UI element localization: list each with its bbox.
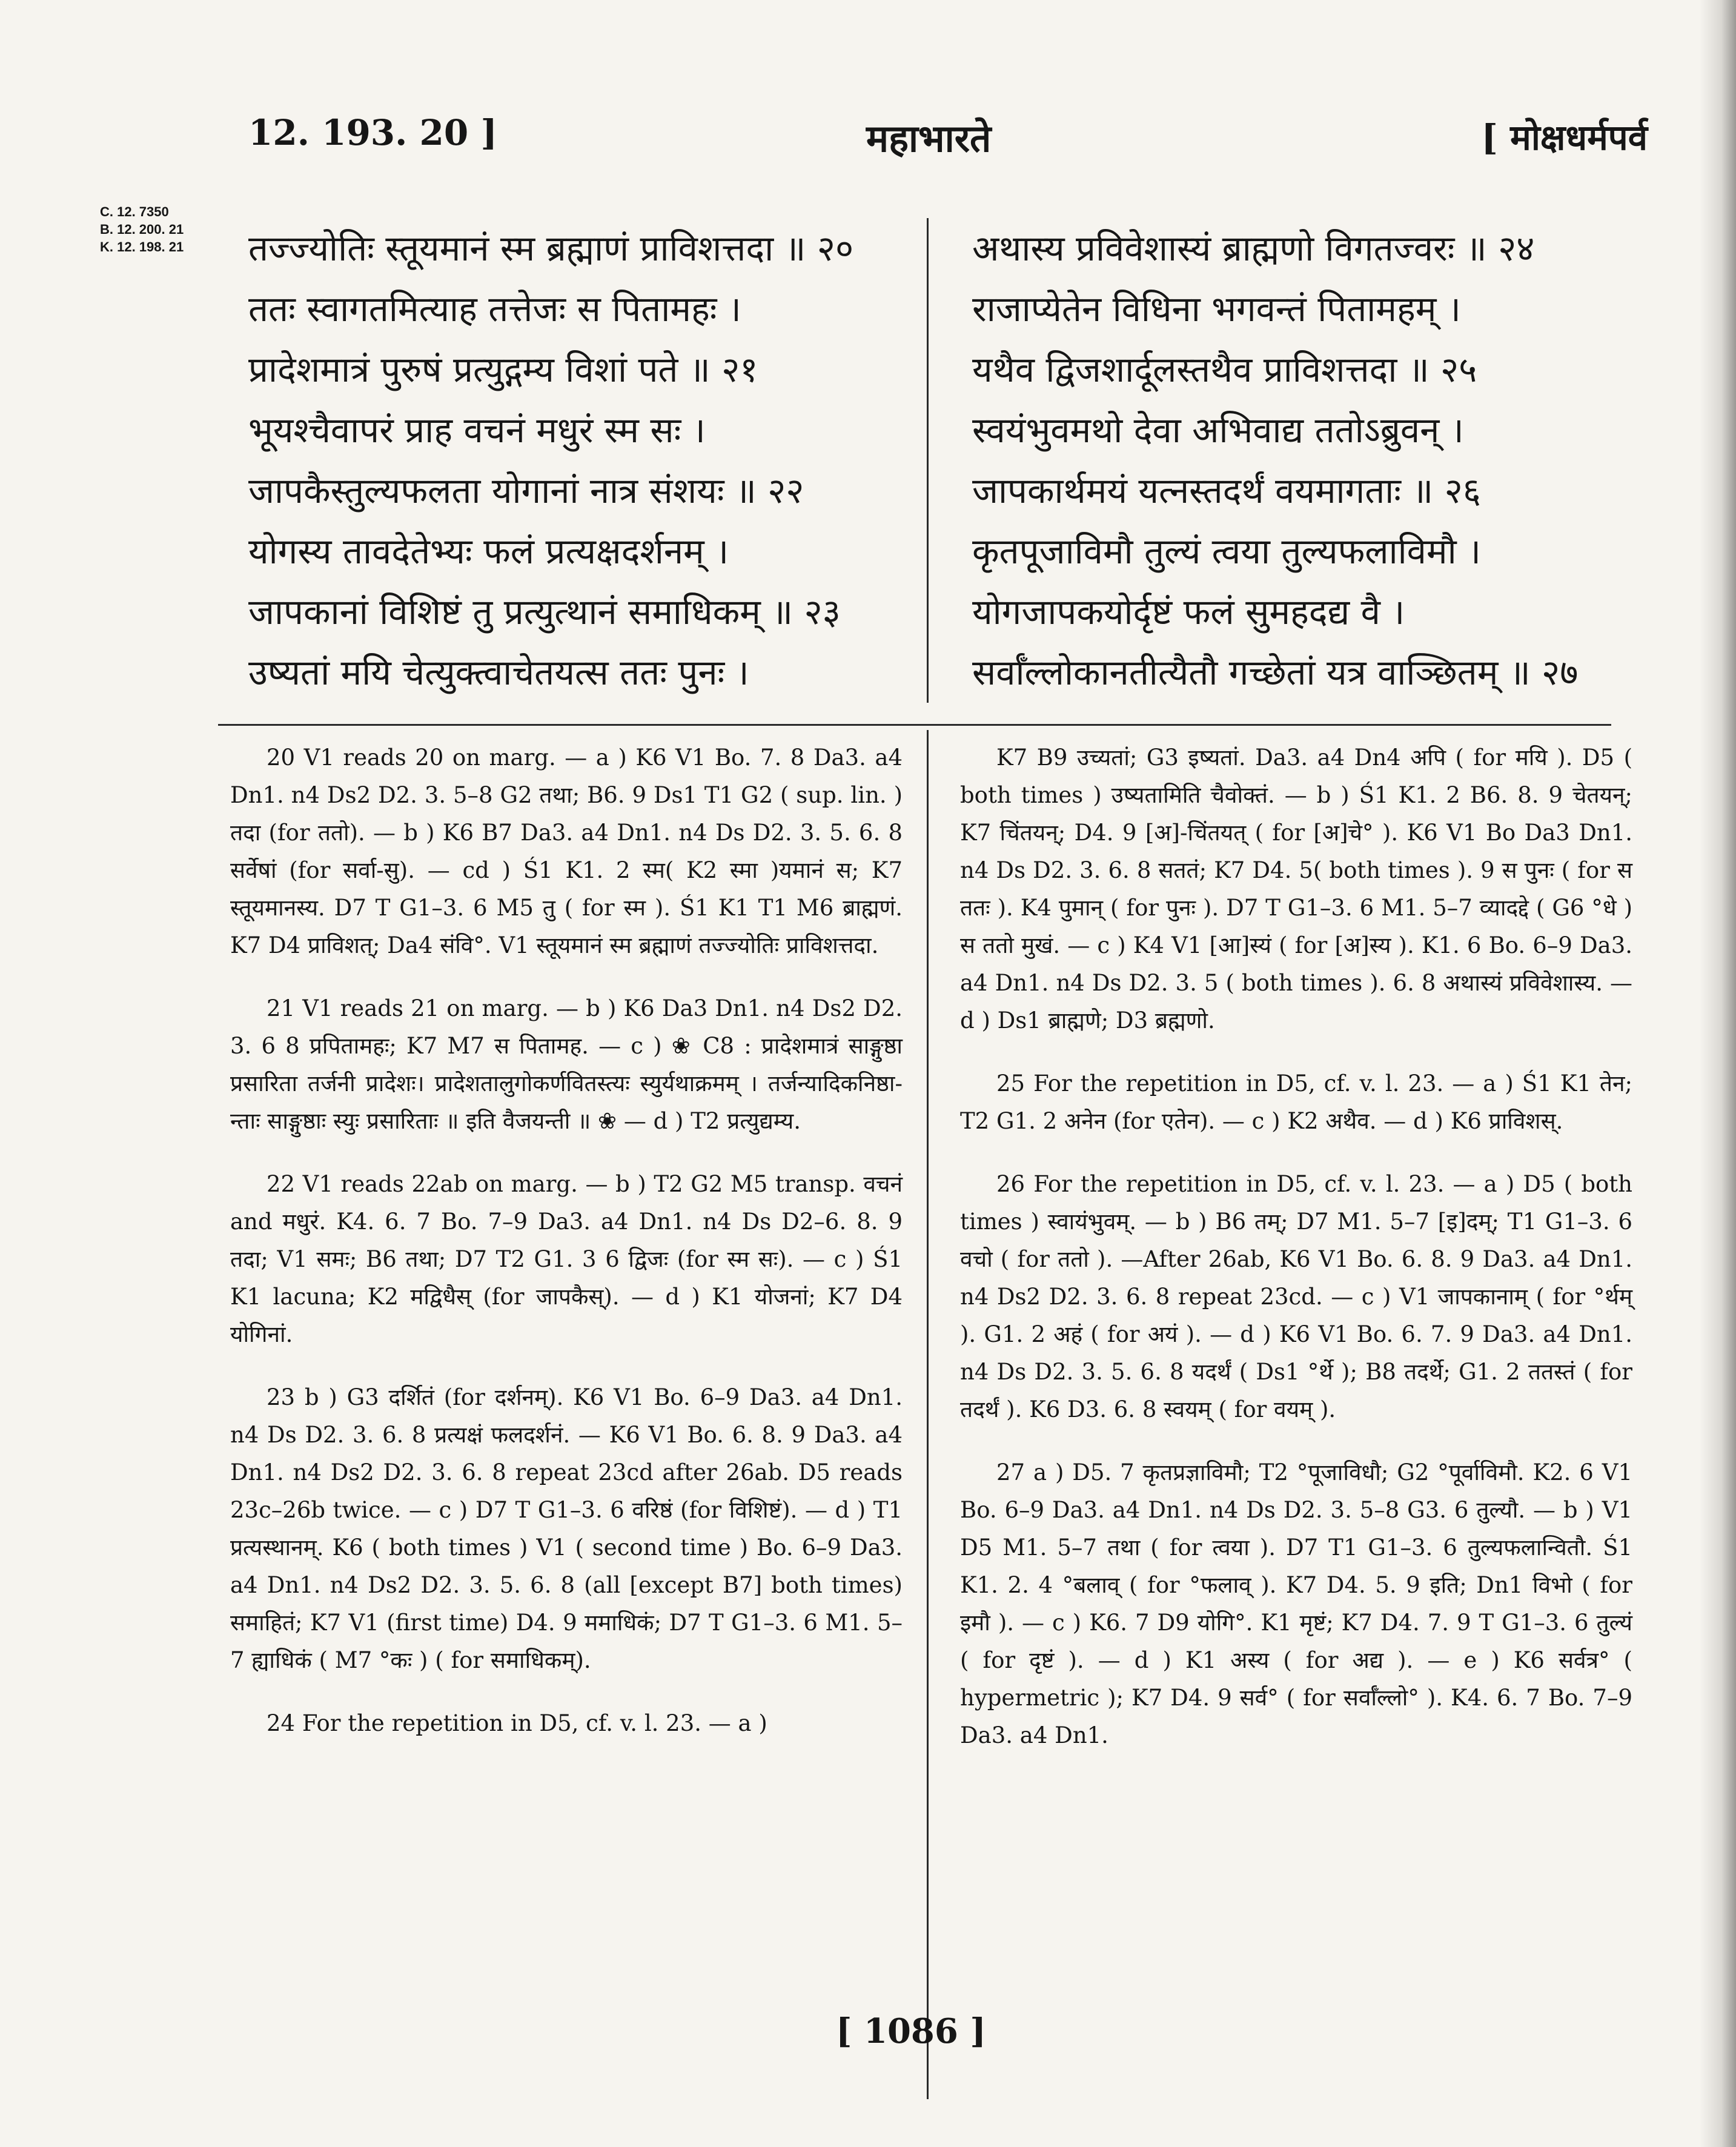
verse-line: तज्ज्योतिः स्तूयमानं स्म ब्रह्माणं प्राविशत्तदा ॥ २० (248, 228, 854, 269)
page-edge-shadow (1700, 0, 1736, 2147)
running-title: महाभारते (866, 116, 992, 161)
parva-title: [ मोक्षधर्मपर्व (1481, 117, 1648, 158)
apparatus-note: 27 a ) D5. 7 कृतप्रज्ञाविमौ; T2 °पूजाविधौ; G2 °पूर्वाविमौ. K2. 6 V1 Bo. 6–9 Da3. a4 Dn1. n4 Ds D2. 3. 5–8 G3. 6 तुल्यौ. — b ) V1 D5 M1. 5–7 तथा ( for त्वया ). D7 T1 G1–3. 6 तुल्यफलान्वितौ. Ś1 K1. 2. 4 °बलाव् ( for °फलाव् ). K7 D4. 5. 9 इति; Dn1 विभो ( for इमौ ). — c ) K6. 7 D9 योगि°. K1 मृष्टं; K7 D4. 7. 9 T G1–3. 6 तुल्यं ( for दृष्टं ). — d ) K1 अस्य ( for अद्य ). — e ) K6 सर्वत्र° ( hypermetric ); K7 D4. 9 सर्व° ( for सर्वाँल्लो° ). K4. 6. 7 Bo. 7–9 Da3. a4 Dn1. (960, 1459, 1632, 1748)
concordance-refs (100, 203, 239, 256)
apparatus-note: 23 b ) G3 दर्शितं (for दर्शनम्). K6 V1 Bo. 6–9 Da3. a4 Dn1. n4 Ds D2. 3. 6. 8 प्रत्यक्षं फलदर्शनं. — K6 V1 Bo. 6. 8. 9 Da3. a4 Dn1. n4 Ds2 D2. 3. 6. 8 repeat 23cd after 26ab. D5 reads 23c–26b twice. — c ) D7 T G1–3. 6 वरिष्ठं (for विशिष्टं). — d ) T1 प्रत्यस्थानम्. K6 ( both times ) V1 ( second time ) Bo. 6–9 Da3. a4 Dn1. n4 Ds2 D2. 3. 5. 6. 8 (all [except B7] both times) समाहितं; K7 V1 (first time) D4. 9 ममाधिकं; D7 T G1–3. 6 M1. 5–7 ह्याधिकं ( M7 °कः ) ( for समाधिकम्). (230, 1384, 903, 1673)
verse-line: भूयश्चैवापरं प्राह वचनं मधुरं स्म सः । (248, 410, 706, 451)
verse-line: राजाप्येतेन विधिना भगवन्तं पितामहम् । (972, 288, 1461, 330)
apparatus-note: 24 For the repetition in D5, cf. v. l. 23. — a ) (267, 1710, 767, 1736)
apparatus-note: 21 V1 reads 21 on marg. — b ) K6 Da3 Dn1. n4 Ds2 D2. 3. 6 8 प्रपितामहः; K7 M7 स पितामह. — c ) ❀ C8 : प्रादेशमात्रं साङ्गुष्ठा प्रसारिता तर्जनी प्रादेशः। प्रादेशतालुगोकर्णवितस्त्यः स्युर्यथाक्रमम् । तर्जन्यादिकनिष्ठा-न्ताः साङ्गुष्ठाः स्युः प्रसारिताः ॥ इति वैजयन्ती ॥ ❀ — d ) T2 प्रत्युद्यम्य. (230, 995, 903, 1134)
verse-column-right (972, 218, 1651, 703)
column-divider (927, 218, 929, 703)
page-number: [ 1086 ] (836, 2011, 986, 2051)
apparatus-note: 20 V1 reads 20 on marg. — a ) K6 V1 Bo. 7. 8 Da3. a4 Dn1. n4 Ds2 D2. 3. 5–8 G2 तथा; B6. 9 Ds1 T1 G2 ( sup. lin. ) तदा (for ततो). — b ) K6 B7 Da3. a4 Dn1. n4 Ds D2. 3. 5. 6. 8 सर्वेषां (for सर्वा-सु). — cd ) Ś1 K1. 2 स्म( K2 स्मा )यमानं स; K7 स्तूयमानस्य. D7 T G1–3. 6 M5 तु ( for स्म ). Ś1 K1 T1 M6 ब्राह्मणं. K7 D4 प्राविशत्; Da4 संवि°. V1 स्तूयमानं स्म ब्रह्माणं तज्ज्योतिः प्राविशत्तदा. (230, 745, 903, 958)
verse-line: स्वयंभुवमथो देवा अभिवाद्य ततोऽब्रुवन् । (972, 410, 1464, 451)
apparatus-note: 26 For the repetition in D5, cf. v. l. 23. — a ) D5 ( both times ) स्वायंभुवम्. — b ) B6 तम्; D7 M1. 5–7 [इ]दम्; T1 G1–3. 6 वचो ( for ततो ). —After 26ab, K6 V1 Bo. 6. 8. 9 Da3. a4 Dn1. n4 Ds2 D2. 3. 6. 8 repeat 23cd. — c ) V1 जापकानाम् ( for °र्थम् ). G1. 2 अहं ( for अयं ). — d ) K6 V1 Bo. 6. 7. 9 Da3. a4 Dn1. n4 Ds D2. 3. 5. 6. 8 यदर्थं ( Ds1 °र्थे ); B8 तदर्थे; G1. 2 ततस्तं ( for तदर्थं ). K6 D3. 6. 8 स्वयम् ( for वयम् ). (960, 1171, 1632, 1422)
apparatus-note: 22 V1 reads 22ab on marg. — b ) T2 G2 M5 transp. वचनं and मधुरं. K4. 6. 7 Bo. 7–9 Da3. a4 Dn1. n4 Ds D2–6. 8. 9 तदा; V1 समः; B6 तथा; D7 T2 G1. 3 6 द्विजः (for स्म सः). — c ) Ś1 K1 lacuna; K2 मद्विधैस् (for जापकैस्). — d ) K1 योजनां; K7 D4 योगिनां. (230, 1171, 903, 1347)
verse-line: योगस्य तावदेतेभ्यः फलं प्रत्यक्षदर्शनम् । (248, 531, 729, 572)
concordance-line: B. 12. 200. 21 (100, 222, 184, 237)
verse-reference: 12. 193. 20 ] (248, 112, 497, 153)
apparatus-note: K7 B9 उच्यतां; G3 इष्यतां. Da3. a4 Dn4 अपि ( for मयि ). D5 ( both times ) उष्यतामिति चैवोक्तं. — b ) Ś1 K1. 2 B6. 8. 9 चेतयन्; K7 चिंतयन्; D4. 9 [अ]-चिंतयत् ( for [अ]चे° ). K6 V1 Bo Da3 Dn1. n4 Ds D2. 3. 6. 8 सततं; K7 D4. 5( both times ). 9 स पुनः ( for स ततः ). K4 पुमान् ( for पुनः ). D7 T G1–3. 6 M1. 5–7 व्यादद्दे ( G6 °धे ) स ततो मुखं. — c ) K4 V1 [आ]स्यं ( for [अ]स्य ). K1. 6 Bo. 6–9 Da3. a4 Dn1. n4 Ds D2. 3. 5 ( both times ). 6. 8 अथास्यं प्रविवेशास्य. — d ) Ds1 ब्राह्मणे; D3 ब्रह्मणो. (960, 745, 1632, 1034)
apparatus-note: 25 For the repetition in D5, cf. v. l. 23. — a ) Ś1 K1 तेन; T2 G1. 2 अनेन (for एतेन). — c ) K2 अथैव. — d ) K6 प्राविशस्. (960, 1070, 1632, 1134)
verse-line: योगजापकयोर्दृष्टं फलं सुमहदद्य वै । (972, 591, 1405, 632)
verse-line: अथास्य प्रविवेशास्यं ब्राह्मणो विगतज्वरः ॥ २४ (972, 228, 1535, 269)
notes-column-divider (927, 730, 929, 2099)
verse-line: यथैव द्विजशार्दूलस्तथैव प्राविशत्तदा ॥ २५ (972, 349, 1477, 390)
verse-line: उष्यतां मयि चेत्युक्त्वाचेतयत्स ततः पुनः । (248, 652, 749, 693)
verse-line: प्रादेशमात्रं पुरुषं प्रत्युद्गम्य विशां पते ॥ २१ (248, 349, 758, 390)
section-divider (218, 724, 1611, 726)
apparatus-column-left (230, 739, 903, 1768)
concordance-line: C. 12. 7350 (100, 204, 169, 219)
verse-line: कृतपूजाविमौ तुल्यं त्वया तुल्यफलाविमौ । (972, 531, 1482, 572)
page-header (248, 112, 1648, 179)
verse-line: सर्वाँल्लोकानतीत्यैतौ गच्छेतां यत्र वाञ्छितम् ॥ २७ (972, 652, 1579, 693)
verse-line: जापकानां विशिष्टं तु प्रत्युत्थानं समाधिकम् ॥ २३ (248, 591, 841, 632)
apparatus-column-right (960, 739, 1632, 1780)
verse-column-left (248, 218, 927, 703)
verse-line: जापकार्थमयं यत्नस्तदर्थं वयमागताः ॥ २६ (972, 470, 1481, 511)
verse-line: ततः स्वागतमित्याह तत्तेजः स पितामहः । (248, 288, 741, 330)
concordance-line: K. 12. 198. 21 (100, 239, 184, 254)
verse-line: जापकैस्तुल्यफलता योगानां नात्र संशयः ॥ २२ (248, 470, 804, 511)
